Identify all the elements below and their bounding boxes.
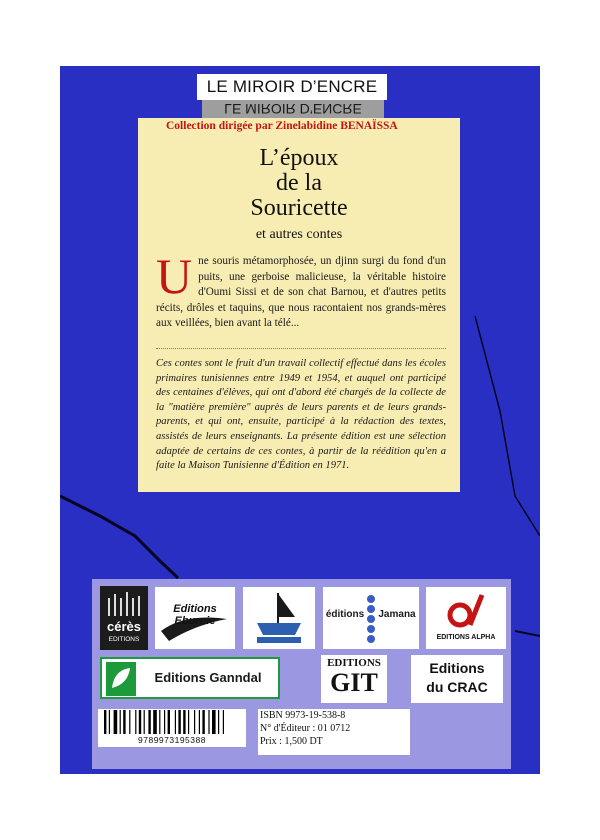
eburnie-logo <box>155 587 235 649</box>
ceres-name: cérès <box>107 619 141 634</box>
barcode-bar <box>194 710 195 734</box>
barcode-bar <box>104 710 106 734</box>
alpha-name: EDITIONS ALPHA <box>436 634 496 641</box>
barcode-bar <box>129 710 130 734</box>
jamana-logo <box>323 587 419 649</box>
isbn-number: ISBN 9973-19-538-8 <box>260 710 346 721</box>
barcode-bar <box>114 710 118 734</box>
barcode-digits: 9789973195388 <box>138 735 206 745</box>
publisher-number: N° d'Éditeur : 01 0712 <box>260 723 351 734</box>
book-subtitle: et autres contes <box>255 227 343 242</box>
barcode-bar <box>120 710 121 734</box>
dotted-divider <box>156 348 446 349</box>
book-ship-icon <box>243 587 315 649</box>
barcode-bar <box>212 710 216 734</box>
title-line-3: Souricette <box>250 195 348 221</box>
barcode <box>98 709 246 747</box>
price: Prix : 1,500 DT <box>260 736 323 747</box>
title-line-2: de la <box>276 170 322 196</box>
barcode-bar <box>175 710 176 734</box>
book-title <box>138 146 460 221</box>
note-paragraph: Ces contes sont le fruit d'un travail collectif effectué dans les écoles primaires tunisiennes entre 1949 et 1954, et auquel ont participé des centaines d'élèves, qui ont d'abord été chargés de la collecte de la "matière première" auprès de leurs parents et de leurs grands-parents, et qui ont, ensuite, participé à la rédaction des textes, assistés de leurs enseignants. La présente édition est une sélection adaptée de certains de ces contes, à partir de la réédition qu'en a faite la Maison Tunisienne d'Édition en 1971. <box>156 358 446 472</box>
barcode-bar <box>199 710 200 734</box>
jamana-name: Jamana <box>378 609 416 620</box>
barcode-bar <box>135 710 136 734</box>
barcode-bar <box>183 710 185 734</box>
barcode-bar <box>109 710 110 734</box>
title-line-1: L’époux <box>259 145 339 171</box>
git-name: GIT <box>330 668 378 697</box>
ceres-columns-icon <box>100 588 148 618</box>
alpha-symbol-icon <box>426 589 506 633</box>
jamana-prefix: éditions <box>325 609 365 620</box>
series-banner: LE MIROIR D’ENCRE <box>197 74 387 100</box>
barcode-bar <box>202 710 204 734</box>
eburnie-name: Editions Eburnie <box>173 603 217 627</box>
collection-editor: Collection dirigée par Zinelabidine BENAÏSSA <box>166 120 398 132</box>
crac-logo <box>411 655 503 703</box>
isbn-block <box>258 709 410 755</box>
barcode-bar <box>153 710 157 734</box>
barcode-bar <box>139 710 141 734</box>
barcode-bar <box>164 710 165 734</box>
barcode-bar <box>159 710 160 734</box>
ganndal-logo <box>100 657 280 699</box>
barcode-bar <box>123 710 125 734</box>
crac-line-2: du CRAC <box>426 679 488 695</box>
back-cover <box>60 66 540 774</box>
barcode-bar <box>168 710 170 734</box>
barcode-bar <box>223 710 224 734</box>
ecrivains-logo <box>243 587 315 649</box>
barcode-bar <box>218 710 219 734</box>
git-top: EDITIONS <box>327 657 381 669</box>
barcode-bar <box>144 710 145 734</box>
crac-line-1: Editions <box>429 660 485 676</box>
alpha-logo <box>426 587 506 649</box>
intro-text: ne souris métamorphosée, un djinn surgi du fond d'un puits, une gerboise malicieuse, la véritable histoire d'Oumi Sissi et de son chat Barnou, et d'autres petits récits, drôles et taquins, que nous racontaient nos grands-mères aux veillées, bien avant la télé... <box>156 255 446 330</box>
ceres-subname: EDITIONS <box>108 636 140 643</box>
git-logo <box>321 655 387 703</box>
summary-panel <box>138 118 460 492</box>
ganndal-name: Editions Ganndal <box>154 670 262 685</box>
barcode-bar <box>188 710 189 734</box>
drop-cap: U <box>156 248 193 304</box>
barcode-bar <box>148 710 150 734</box>
intro-paragraph <box>156 248 446 332</box>
barcode-bar <box>178 710 180 734</box>
ceres-logo <box>100 586 148 650</box>
barcode-bars <box>98 710 246 736</box>
barcode-bar <box>208 710 209 734</box>
series-banner-reflection: LE MIROIR D’ENCRE <box>202 100 384 118</box>
